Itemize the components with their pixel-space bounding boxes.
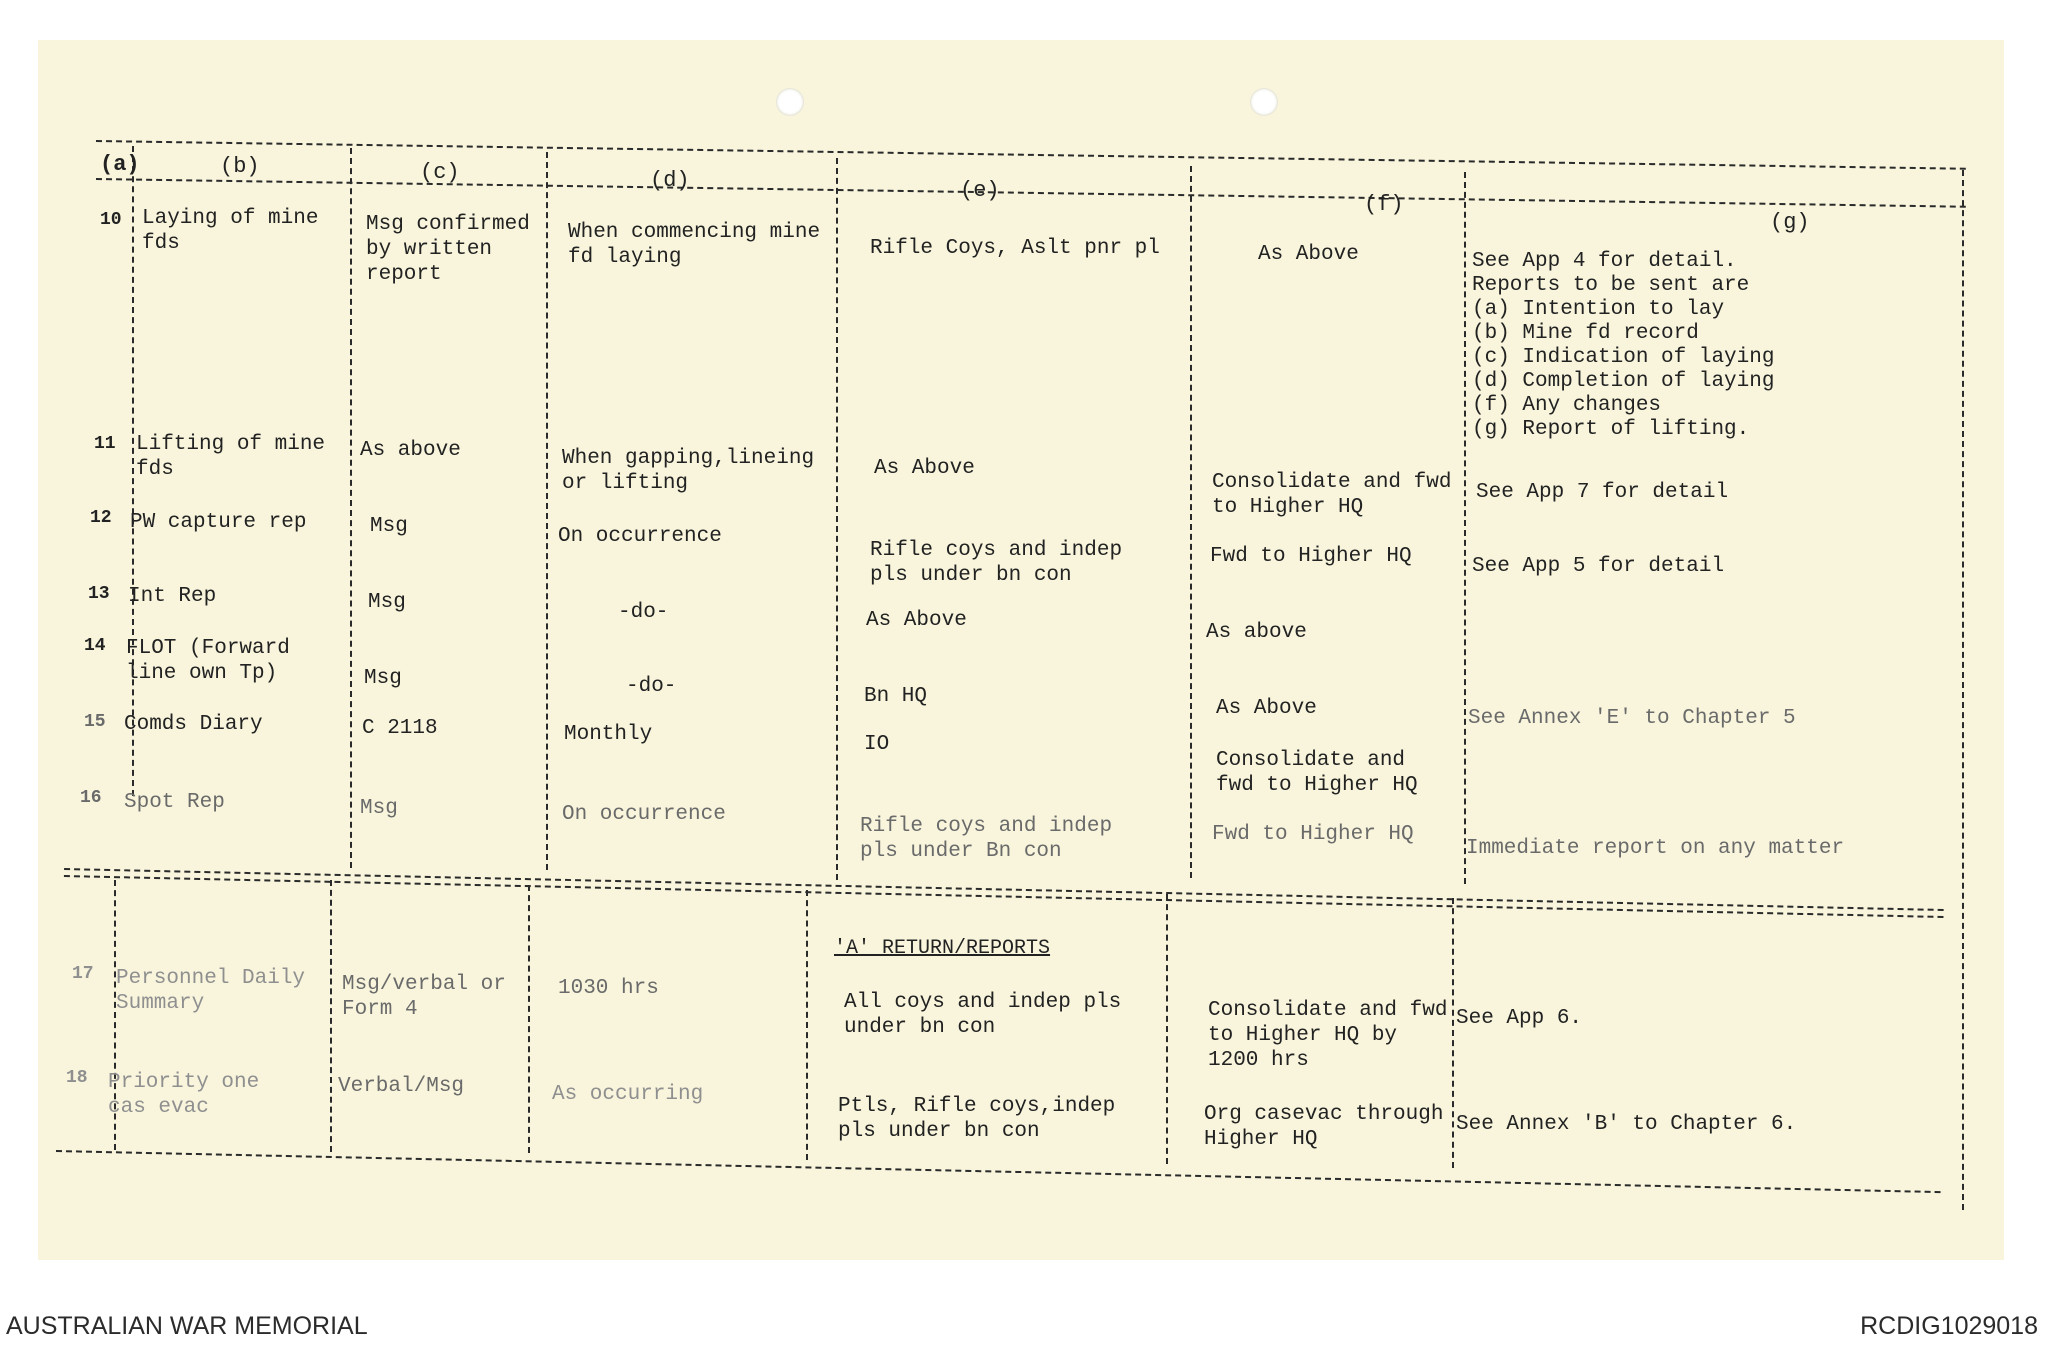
punch-hole — [776, 88, 804, 116]
header-g: (g) — [1770, 210, 1810, 235]
report-action: Consolidate and fwd to Higher HQ — [1216, 749, 1418, 797]
report-originator: Ptls, Rifle coys,indep pls under bn con — [838, 1095, 1116, 1143]
report-timing: On occurrence — [558, 525, 722, 548]
report-format: Msg/verbal or Form 4 — [342, 973, 506, 1021]
row-number: 17 — [72, 964, 94, 984]
report-format: Msg — [370, 515, 408, 538]
report-timing: When commencing mine fd laying — [568, 221, 821, 269]
row-number: 12 — [90, 508, 112, 528]
report-action: As above — [1206, 621, 1307, 644]
report-name: PW capture rep — [130, 511, 307, 534]
report-format: Msg confirmed by written report — [366, 213, 530, 286]
column-rule — [132, 146, 134, 796]
row-number: 13 — [88, 584, 110, 604]
report-originator: Rifle coys and indep pls under Bn con — [860, 815, 1113, 863]
report-timing: Monthly — [564, 723, 653, 746]
section-title: 'A' RETURN/REPORTS — [834, 937, 1051, 960]
header-b: (b) — [220, 154, 260, 179]
report-originator: As Above — [866, 609, 967, 632]
report-timing: When gapping,lineing or lifting — [562, 447, 815, 495]
report-originator: As Above — [874, 457, 975, 480]
column-rule — [350, 148, 352, 868]
report-remarks: See Annex 'B' to Chapter 6. — [1456, 1113, 1797, 1136]
report-action: As Above — [1216, 697, 1317, 720]
row-number: 11 — [94, 434, 116, 454]
column-rule — [806, 890, 808, 1160]
column-rule — [1166, 894, 1168, 1164]
report-action: Consolidate and fwd to Higher HQ by 1200 hrs — [1208, 999, 1448, 1072]
header-e: (e) — [960, 178, 1000, 203]
report-remarks: See App 7 for detail — [1476, 481, 1729, 504]
report-timing: -do- — [618, 601, 669, 624]
report-action: Fwd to Higher HQ — [1212, 823, 1414, 846]
report-action: Org casevac through Higher HQ — [1204, 1103, 1444, 1151]
report-format: Msg — [368, 591, 406, 614]
row-number: 14 — [84, 636, 106, 656]
report-remarks: Immediate report on any matter — [1466, 837, 1845, 860]
row-number: 10 — [100, 210, 122, 230]
document-sheet — [38, 40, 2004, 1260]
punch-hole — [1250, 88, 1278, 116]
report-timing: As occurring — [552, 1083, 704, 1106]
report-format: Msg — [360, 797, 398, 820]
report-name: Lifting of mine fds — [136, 433, 326, 481]
report-remarks: See Annex 'E' to Chapter 5 — [1468, 707, 1796, 730]
report-action: As Above — [1258, 243, 1359, 266]
header-a: (a) — [100, 152, 140, 177]
report-originator: IO — [864, 733, 890, 756]
report-format: Msg — [364, 667, 402, 690]
column-rule — [330, 880, 332, 1152]
column-rule — [528, 885, 530, 1153]
report-originator: Rifle Coys, Aslt pnr pl — [870, 237, 1160, 260]
report-remarks: See App 5 for detail — [1472, 555, 1725, 578]
report-name: Personnel Daily Summary — [116, 967, 306, 1015]
report-remarks: See App 6. — [1456, 1007, 1583, 1030]
header-f: (f) — [1364, 192, 1404, 217]
report-timing: On occurrence — [562, 803, 726, 826]
report-name: Spot Rep — [124, 791, 225, 814]
column-rule — [546, 152, 548, 870]
row-number: 15 — [84, 712, 106, 732]
report-name: FLOT (Forward line own Tp) — [126, 637, 290, 685]
report-format: C 2118 — [362, 717, 438, 740]
column-rule — [1962, 170, 1964, 1210]
report-originator: Bn HQ — [864, 685, 928, 708]
row-number: 16 — [80, 788, 102, 808]
report-originator: Rifle coys and indep pls under bn con — [870, 539, 1123, 587]
report-timing: -do- — [626, 675, 677, 698]
column-rule — [836, 158, 838, 880]
report-originator: All coys and indep pls under bn con — [844, 991, 1122, 1039]
report-action: Consolidate and fwd to Higher HQ — [1212, 471, 1452, 519]
header-c: (c) — [420, 160, 460, 185]
row-number: 18 — [66, 1068, 88, 1088]
report-name: Priority one cas evac — [108, 1071, 260, 1119]
report-name: Laying of mine fds — [142, 207, 319, 255]
report-format: As above — [360, 439, 461, 462]
footer-item-id: RCDIG1029018 — [1860, 1312, 2038, 1340]
report-format: Verbal/Msg — [338, 1075, 465, 1098]
column-rule — [1190, 166, 1192, 878]
column-rule — [1452, 898, 1454, 1168]
column-rule — [1464, 172, 1466, 884]
report-timing: 1030 hrs — [558, 977, 659, 1000]
header-d: (d) — [650, 168, 690, 193]
footer-archive-name: AUSTRALIAN WAR MEMORIAL — [6, 1312, 368, 1340]
report-name: Int Rep — [128, 585, 217, 608]
report-action: Fwd to Higher HQ — [1210, 545, 1412, 568]
report-name: Comds Diary — [124, 713, 263, 736]
report-remarks: See App 4 for detail. Reports to be sent are (a) Intention to lay (b) Mine fd record (c) Indication of laying (d) Completion of laying (f) Any changes (g) Report of lifting. — [1472, 250, 1775, 441]
